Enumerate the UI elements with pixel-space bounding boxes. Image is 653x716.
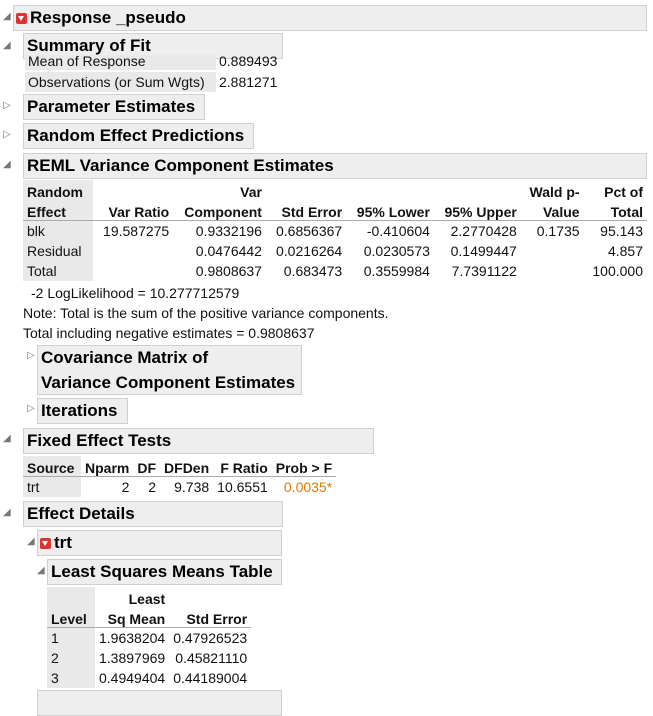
cell	[521, 241, 584, 261]
collapse-triangle-icon[interactable]: ◢	[27, 536, 35, 547]
cell: 2.2770428	[450, 223, 517, 239]
cell: 0.1499447	[450, 243, 517, 259]
collapse-triangle-icon[interactable]: ◢	[3, 433, 11, 444]
lsmeans-title: Least Squares Means Table	[51, 562, 273, 581]
col-header: Total	[610, 204, 643, 220]
cell: 0.683473	[283, 263, 343, 279]
cell: 0.6856367	[276, 223, 343, 239]
col-header: 95% Upper	[444, 204, 517, 220]
covariance-matrix-header[interactable]	[37, 345, 302, 395]
cell	[521, 261, 584, 281]
cell: 1	[47, 628, 95, 649]
col-header: Source	[23, 456, 81, 477]
cell: -0.410604	[366, 223, 430, 239]
prob-f-value: 0.0035*	[283, 479, 333, 495]
summary-of-fit-title: Summary of Fit	[27, 36, 151, 55]
cell: 9.738	[174, 479, 210, 495]
next-section-header[interactable]	[37, 690, 282, 716]
col-header	[93, 180, 173, 200]
col-header: Var	[240, 184, 262, 200]
loglikelihood-text: -2 LogLikelihood = 10.277712579	[31, 285, 240, 301]
lsmeans-header[interactable]	[47, 559, 282, 585]
fixed-effect-tests-table	[23, 456, 336, 497]
cell: 0.0216264	[276, 243, 343, 259]
trt-header[interactable]	[37, 530, 282, 556]
effect-details-header[interactable]	[23, 501, 283, 527]
table-row	[23, 477, 336, 498]
trt-title: trt	[54, 533, 72, 552]
cell: Residual	[23, 241, 93, 261]
covariance-title-line2: Variance Component Estimates	[41, 373, 296, 392]
col-header	[346, 180, 434, 200]
col-header: DFDen	[164, 460, 210, 476]
collapse-triangle-icon[interactable]: ◢	[3, 507, 11, 518]
col-header	[434, 180, 521, 200]
cell: 19.587275	[103, 223, 170, 239]
cell: 2	[47, 648, 95, 668]
collapse-triangle-icon[interactable]: ◢	[3, 159, 11, 170]
table-row	[23, 261, 647, 281]
col-header: DF	[137, 460, 157, 476]
col-header: Value	[542, 204, 580, 220]
table-row	[23, 221, 647, 242]
cell: 0.1735	[536, 223, 580, 239]
col-header: Random	[23, 180, 93, 200]
random-effect-predictions-title: Random Effect Predictions	[27, 126, 245, 145]
reml-table	[23, 180, 647, 281]
summary-label: Observations (or Sum Wgts)	[25, 72, 216, 92]
iterations-title: Iterations	[41, 401, 118, 420]
effect-details-title: Effect Details	[27, 504, 135, 523]
cell: 3	[47, 668, 95, 688]
col-header: Std Error	[186, 611, 248, 627]
cell: 0.47926523	[173, 630, 248, 646]
parameter-estimates-header[interactable]	[23, 94, 205, 120]
summary-value: 0.889493	[219, 55, 278, 69]
table-row	[47, 648, 251, 668]
response-title-bar	[13, 5, 647, 31]
collapse-triangle-icon[interactable]: ◢	[37, 565, 45, 576]
total-negative-text: Total including negative estimates = 0.9808637	[23, 325, 315, 341]
col-header: Var Ratio	[108, 204, 170, 220]
col-header: Prob > F	[275, 460, 333, 476]
cell: Total	[23, 261, 93, 281]
summary-value: 2.881271	[219, 74, 278, 90]
expand-triangle-icon[interactable]: ▷	[3, 129, 11, 140]
table-row	[23, 241, 647, 261]
fixed-effect-tests-header[interactable]	[23, 428, 374, 454]
table-row	[47, 628, 251, 649]
cell: 10.6551	[217, 479, 268, 495]
col-header: Least	[128, 591, 166, 607]
covariance-title-line1: Covariance Matrix of	[41, 348, 209, 367]
expand-triangle-icon[interactable]: ▷	[27, 403, 35, 414]
cell: 1.9638204	[99, 630, 166, 646]
cell	[93, 241, 173, 261]
cell: 0.45821110	[175, 650, 248, 666]
table-row	[47, 668, 251, 688]
cell: 4.857	[607, 243, 643, 259]
cell: 0.3559984	[363, 263, 430, 279]
cell: 7.7391122	[451, 263, 517, 279]
reml-title: REML Variance Component Estimates	[27, 156, 334, 175]
cell: 0.0230573	[363, 243, 430, 259]
cell: blk	[23, 221, 93, 242]
lsmeans-table	[47, 587, 251, 688]
cell: 0.44189004	[173, 670, 248, 686]
col-header: Effect	[23, 200, 93, 221]
col-header: Std Error	[281, 204, 343, 220]
expand-triangle-icon[interactable]: ▷	[27, 350, 35, 361]
cell: 0.9808637	[195, 263, 262, 279]
summary-label: Mean of Response	[25, 55, 216, 70]
cell: 1.3897969	[99, 650, 166, 666]
cell: 95.143	[600, 223, 643, 239]
red-triangle-menu-icon[interactable]	[16, 13, 27, 24]
col-header: Pct of	[604, 184, 643, 200]
cell	[93, 261, 173, 281]
col-header	[47, 587, 95, 607]
collapse-triangle-icon[interactable]: ◢	[3, 40, 11, 51]
fixed-effect-tests-title: Fixed Effect Tests	[27, 431, 172, 450]
red-triangle-menu-icon[interactable]	[40, 538, 51, 549]
parameter-estimates-title: Parameter Estimates	[27, 97, 196, 116]
cell: 2	[148, 479, 157, 495]
expand-triangle-icon[interactable]: ▷	[3, 100, 11, 111]
collapse-triangle-icon[interactable]: ◢	[3, 11, 11, 22]
cell: trt	[23, 477, 81, 498]
col-header	[266, 180, 346, 200]
cell: 0.0476442	[195, 243, 262, 259]
cell: 2	[121, 479, 130, 495]
cell: 100.000	[592, 263, 643, 279]
reml-header[interactable]	[23, 153, 647, 179]
variance-note-text: Note: Total is the sum of the positive variance components.	[23, 305, 389, 321]
iterations-header[interactable]	[37, 398, 128, 424]
col-header: Wald p-	[529, 184, 580, 200]
col-header: Sq Mean	[107, 611, 166, 627]
cell: 0.9332196	[195, 223, 262, 239]
cell: 0.4949404	[99, 670, 166, 686]
col-header: Nparm	[85, 460, 130, 476]
random-effect-predictions-header[interactable]	[23, 123, 254, 149]
col-header	[169, 587, 251, 607]
col-header: 95% Lower	[356, 204, 430, 220]
response-title: Response _pseudo	[30, 8, 186, 27]
col-header: Level	[47, 607, 95, 628]
col-header: F Ratio	[220, 460, 268, 476]
col-header: Component	[184, 204, 262, 220]
